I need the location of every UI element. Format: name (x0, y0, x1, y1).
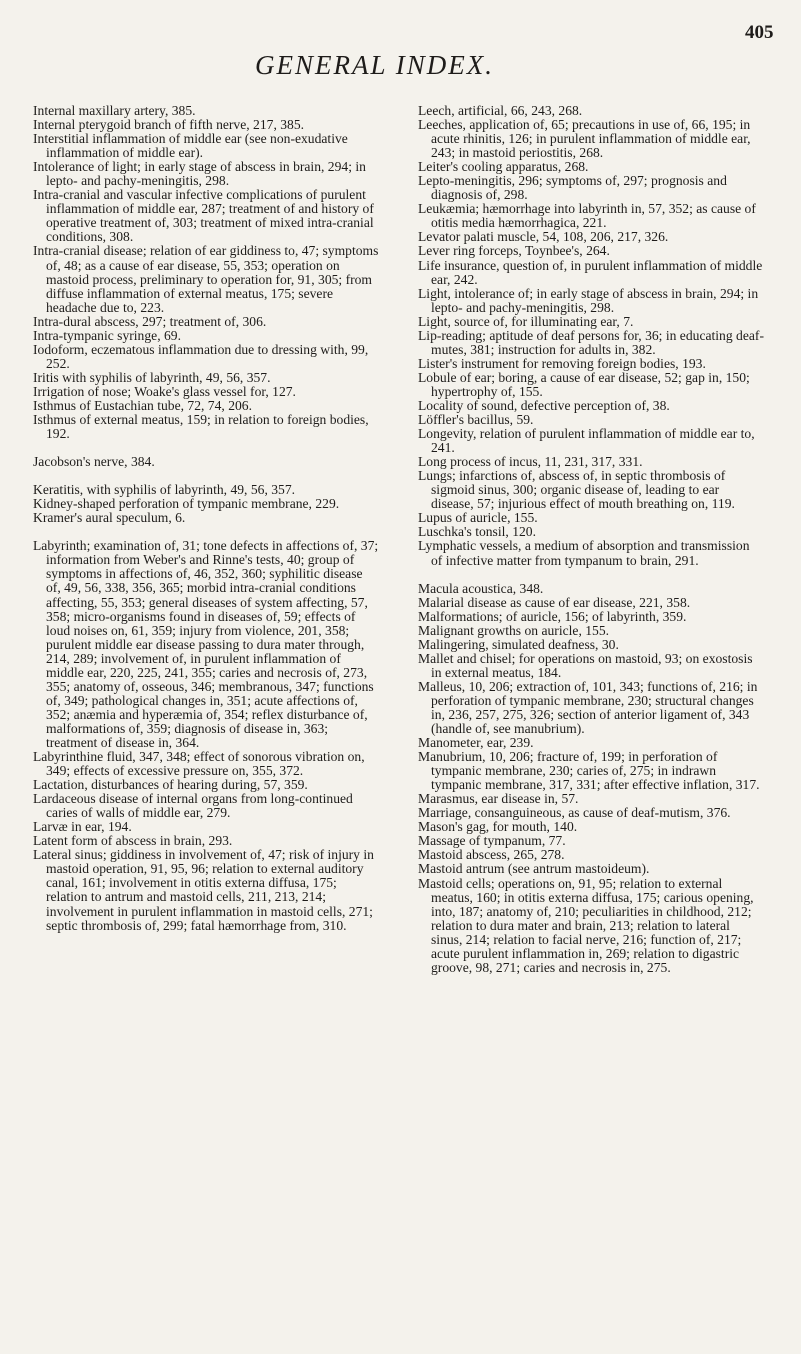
page-number: 405 (745, 22, 774, 43)
index-entry: Lepto-meningitis, 296; symptoms of, 297; prognosis and diagnosis of, 298. (418, 173, 727, 203)
index-entry: Luschka's tonsil, 120. (418, 524, 536, 540)
index-entry: Marasmus, ear disease in, 57. (418, 791, 579, 807)
index-column-right (418, 104, 764, 975)
index-entry: Labyrinth; examination of, 31; tone defects in affections of, 37; information from Weber's and Rinne's tests, 40; group of symptoms in affections of, 46, 352, 360; syphilitic disease of, 49, 56, 338, 356, 365; morbid intra-cranial conditions affecting, 55, 353; general diseases of system affecting, 57, 358; micro-organisms found in diseases of, 59; effects of loud noises on, 61, 359; injury from violence, 201, 358; purulent middle ear disease passing to dura mater through, 214, 289; involvement of, in purulent inflammation of middle ear, 220, 225, 241, 355; caries and necrosis of, 273, 355; anatomy of, osseous, 346; membranous, 347; functions of, 349; pathological changes in, 351; acute affections of, 352; anæmia and hyperæmia of, 354; reflex disturbance of, malformations of, 359; diagnosis of disease in, 363; treatment of disease in, 364. (33, 538, 379, 750)
index-entry: Labyrinthine fluid, 347, 348; effect of sonorous vibration on, 349; effects of excessive pressure on, 355, 372. (33, 749, 365, 779)
index-entry: Malignant growths on auricle, 155. (418, 622, 610, 638)
index-entry: Levator palati muscle, 54, 108, 206, 217, 326. (418, 229, 669, 245)
index-entry: Longevity, relation of purulent inflammation of middle ear to, 241. (418, 426, 755, 456)
index-entry: Latent form of abscess in brain, 293. (33, 833, 233, 849)
index-entry: Iodoform, eczematous inflammation due to dressing with, 99, 252. (33, 341, 369, 371)
index-entry: Malarial disease as cause of ear disease, 221, 358. (418, 594, 691, 610)
index-entry: Intolerance of light; in early stage of abscess in brain, 294; in lepto- and pachy-meningitis, 298. (33, 159, 366, 189)
index-entry: Leech, artificial, 66, 243, 268. (418, 103, 583, 118)
index-entry: Kramer's aural speculum, 6. (33, 510, 186, 526)
index-entry: Lister's instrument for removing foreign bodies, 193. (418, 355, 706, 371)
index-entry: Lip-reading; aptitude of deaf persons for, 36; in educating deaf-mutes, 381; instruction for adults in, 382. (418, 327, 764, 357)
index-entry: Intra-cranial disease; relation of ear giddiness to, 47; symptoms of, 48; as a cause of ear disease, 55, 353; operation on mastoid process, preliminary to operation for, 91, 305; from diffuse inflammation of external meatus, 175; severe headache due to, 223. (33, 243, 379, 315)
index-entry: Intra-dural abscess, 297; treatment of, 306. (33, 313, 267, 329)
index-entry: Light, intolerance of; in early stage of abscess in brain, 294; in lepto- and pachy-meningitis, 298. (418, 285, 759, 315)
index-entry: Mallet and chisel; for operations on mastoid, 93; on exostosis in external meatus, 184. (418, 650, 753, 680)
index-entry: Life insurance, question of, in purulent inflammation of middle ear, 242. (418, 257, 763, 287)
index-entry: Mastoid abscess, 265, 278. (418, 847, 565, 863)
index-entry: Mason's gag, for mouth, 140. (418, 819, 578, 835)
index-entry: Irrigation of nose; Woake's glass vessel for, 127. (33, 383, 296, 399)
index-entry: Interstitial inflammation of middle ear (see non-exudative inflammation of middle ear). (33, 131, 348, 161)
index-entry: Light, source of, for illuminating ear, 7. (418, 313, 634, 329)
index-entry: Lungs; infarctions of, abscess of, in septic thrombosis of sigmoid sinus, 300; organic disease of, leading to ear disease, 57; injurious effect of mouth breathing on, 119. (418, 468, 735, 512)
index-entry: Leiter's cooling apparatus, 268. (418, 159, 589, 175)
index-entry: Marriage, consanguineous, as cause of deaf-mutism, 376. (418, 805, 731, 821)
index-entry: Lactation, disturbances of hearing during, 57, 359. (33, 777, 308, 793)
index-entry: Manubrium, 10, 206; fracture of, 199; in perforation of tympanic membrane, 230; caries of, 275; in indrawn tympanic membrane, 317, 331; after effective inflation, 317. (418, 749, 760, 793)
index-entry: Larvæ in ear, 194. (33, 819, 132, 835)
index-entry: Isthmus of external meatus, 159; in relation to foreign bodies, 192. (33, 412, 369, 442)
index-entry: Lymphatic vessels, a medium of absorption and transmission of infective matter from tympanum to brain, 291. (418, 538, 750, 568)
index-entry: Löffler's bacillus, 59. (418, 412, 534, 428)
index-entry: Lupus of auricle, 155. (418, 510, 538, 526)
index-entry: Mastoid antrum (see antrum mastoideum). (418, 861, 650, 877)
index-entry: Long process of incus, 11, 231, 317, 331. (418, 454, 643, 470)
index-entry: Macula acoustica, 348. (418, 580, 544, 596)
index-entry: Lardaceous disease of internal organs from long-continued caries of walls of middle ear, 279. (33, 791, 353, 821)
running-head: GENERAL INDEX. (255, 50, 494, 80)
index-entry: Lobule of ear; boring, a cause of ear disease, 52; gap in, 150; hypertrophy of, 155. (418, 369, 750, 399)
index-column-left (33, 104, 379, 933)
index-entry: Kidney-shaped perforation of tympanic membrane, 229. (33, 496, 340, 512)
index-entry: Isthmus of Eustachian tube, 72, 74, 206. (33, 397, 252, 413)
page-header (0, 22, 801, 82)
index-entry: Jacobson's nerve, 384. (33, 454, 155, 470)
index-entry: Manometer, ear, 239. (418, 735, 534, 751)
index-entry: Intra-tympanic syringe, 69. (33, 327, 181, 343)
index-entry: Massage of tympanum, 77. (418, 833, 566, 849)
index-entry: Mastoid cells; operations on, 91, 95; relation to external meatus, 160; in otitis externa diffusa, 175; carious opening, into, 187; anatomy of, 210; peculiarities in childhood, 212; relation to dura mater and brain, 213; relation to lateral sinus, 214; relation to facial nerve, 216; function of, 217; acute purulent inflammation in, 269; relation to digastric groove, 98, 271; caries and necrosis in, 275. (418, 875, 754, 975)
index-entry: Leukæmia; hæmorrhage into labyrinth in, 57, 352; as cause of otitis media hæmorrhagica, 221. (418, 201, 756, 231)
index-entry: Intra-cranial and vascular infective complications of purulent inflammation of middle ear, 287; treatment of and history of operative treatment of, 303; treatment of mixed intra-cranial conditions, 308. (33, 187, 374, 245)
index-entry: Lever ring forceps, Toynbee's, 264. (418, 243, 610, 259)
index-entry: Malingering, simulated deafness, 30. (418, 636, 619, 652)
index-entry: Lateral sinus; giddiness in involvement of, 47; risk of injury in mastoid operation, 91, 95, 96; relation to external auditory canal, 161; involvement in otitis externa diffusa, 175; relation to antrum and mastoid cells, 211, 213, 214; involvement in purulent inflammation in mastoid cells, 271; septic thrombosis of, 299; fatal hæmorrhage from, 310. (33, 847, 374, 933)
index-entry: Iritis with syphilis of labyrinth, 49, 56, 357. (33, 369, 271, 385)
index-entry: Keratitis, with syphilis of labyrinth, 49, 56, 357. (33, 482, 296, 498)
index-entry: Malleus, 10, 206; extraction of, 101, 343; functions of, 216; in perforation of tympanic membrane, 230; structural changes in, 236, 257, 275, 326; section of anterior ligament of, 343 (handle of, see manubrium). (418, 678, 758, 737)
index-entry: Leeches, application of, 65; precautions in use of, 66, 195; in acute rhinitis, 126; in purulent inflammation of middle ear, 243; in mastoid periostitis, 268. (418, 117, 751, 161)
index-entry: Internal pterygoid branch of fifth nerve, 217, 385. (33, 117, 305, 133)
index-entry: Locality of sound, defective perception of, 38. (418, 397, 670, 413)
index-entry: Internal maxillary artery, 385. (33, 103, 196, 118)
index-entry: Malformations; of auricle, 156; of labyrinth, 359. (418, 608, 687, 624)
